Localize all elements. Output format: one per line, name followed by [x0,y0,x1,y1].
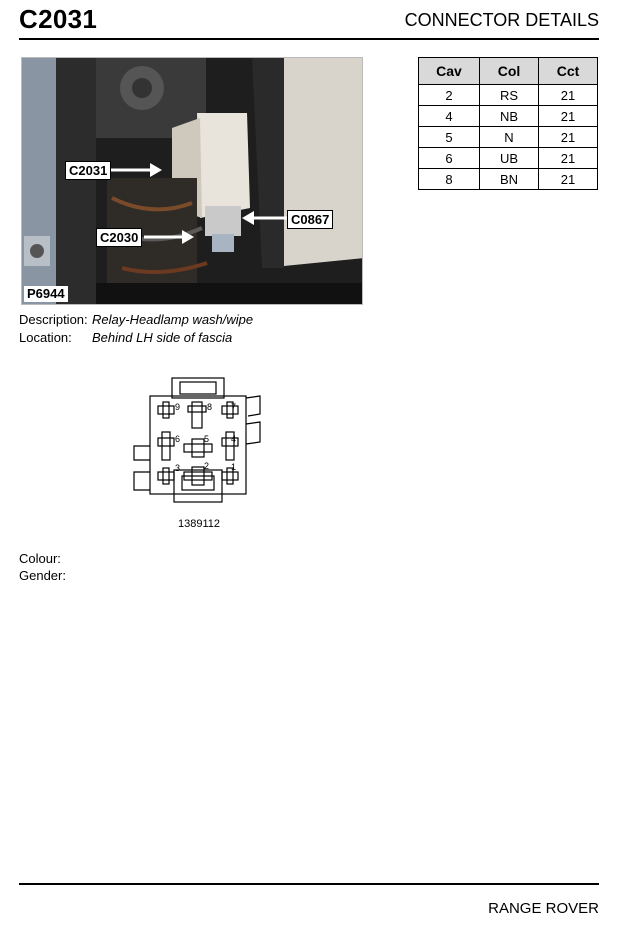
cav-cell: 8 [419,169,480,190]
photo-scene [22,58,363,305]
pin-label-1: 1 [231,462,237,472]
table-row [419,127,598,148]
pin-label-3: 3 [175,463,181,473]
table-row [419,85,598,106]
table-row [419,169,598,190]
cct-cell: 21 [539,148,598,169]
pin-label-5: 5 [204,434,210,444]
photo-id: P6944 [24,286,68,302]
callout-c2030: C2030 [96,228,142,247]
header-col: Col [480,58,539,85]
connector-face-diagram [128,376,268,513]
pin-label-9: 9 [175,402,181,412]
document-title: CONNECTOR DETAILS [404,10,599,30]
cct-cell: 21 [539,85,598,106]
connector-id: C2031 [19,4,98,34]
pin-9-cavity [158,402,174,418]
cav-cell: 4 [419,106,480,127]
pin-table-header [419,58,598,85]
location-value: Behind LH side of fascia [92,330,233,345]
col-cell: BN [480,169,539,190]
cct-cell: 21 [539,127,598,148]
description-label: Description: [19,312,88,327]
description-value: Relay-Headlamp wash/wipe [92,312,254,327]
pin-table [418,57,598,190]
page-header [19,4,599,40]
gender-row [19,567,92,585]
pin-label-7: 7 [231,402,237,412]
pin-8-cavity [188,402,206,428]
colour-row [19,550,92,568]
description-row [19,311,253,329]
pin-6-cavity [158,432,174,460]
pin-label-8: 8 [207,402,213,412]
header-cav: Cav [419,58,480,85]
col-cell: NB [480,106,539,127]
pin-label-4: 4 [231,434,237,444]
table-row [419,148,598,169]
colour-label: Colour: [19,551,61,566]
callout-c0867: C0867 [287,210,333,229]
col-cell: UB [480,148,539,169]
location-label: Location: [19,330,72,345]
header-cct: Cct [539,58,598,85]
cav-cell: 2 [419,85,480,106]
table-row [419,106,598,127]
cav-cell: 6 [419,148,480,169]
location-row [19,329,232,347]
pin-label-6: 6 [175,434,181,444]
part-number: 1389112 [178,518,221,530]
cct-cell: 21 [539,169,598,190]
location-photo [21,57,363,305]
callout-c2031: C2031 [65,161,111,180]
pin-label-2: 2 [204,461,210,471]
gender-label: Gender: [19,568,66,583]
col-cell: N [480,127,539,148]
col-cell: RS [480,85,539,106]
pin-3-cavity [158,468,174,484]
cav-cell: 5 [419,127,480,148]
footer-divider [19,883,599,885]
footer-vehicle: RANGE ROVER [488,900,599,917]
cct-cell: 21 [539,106,598,127]
